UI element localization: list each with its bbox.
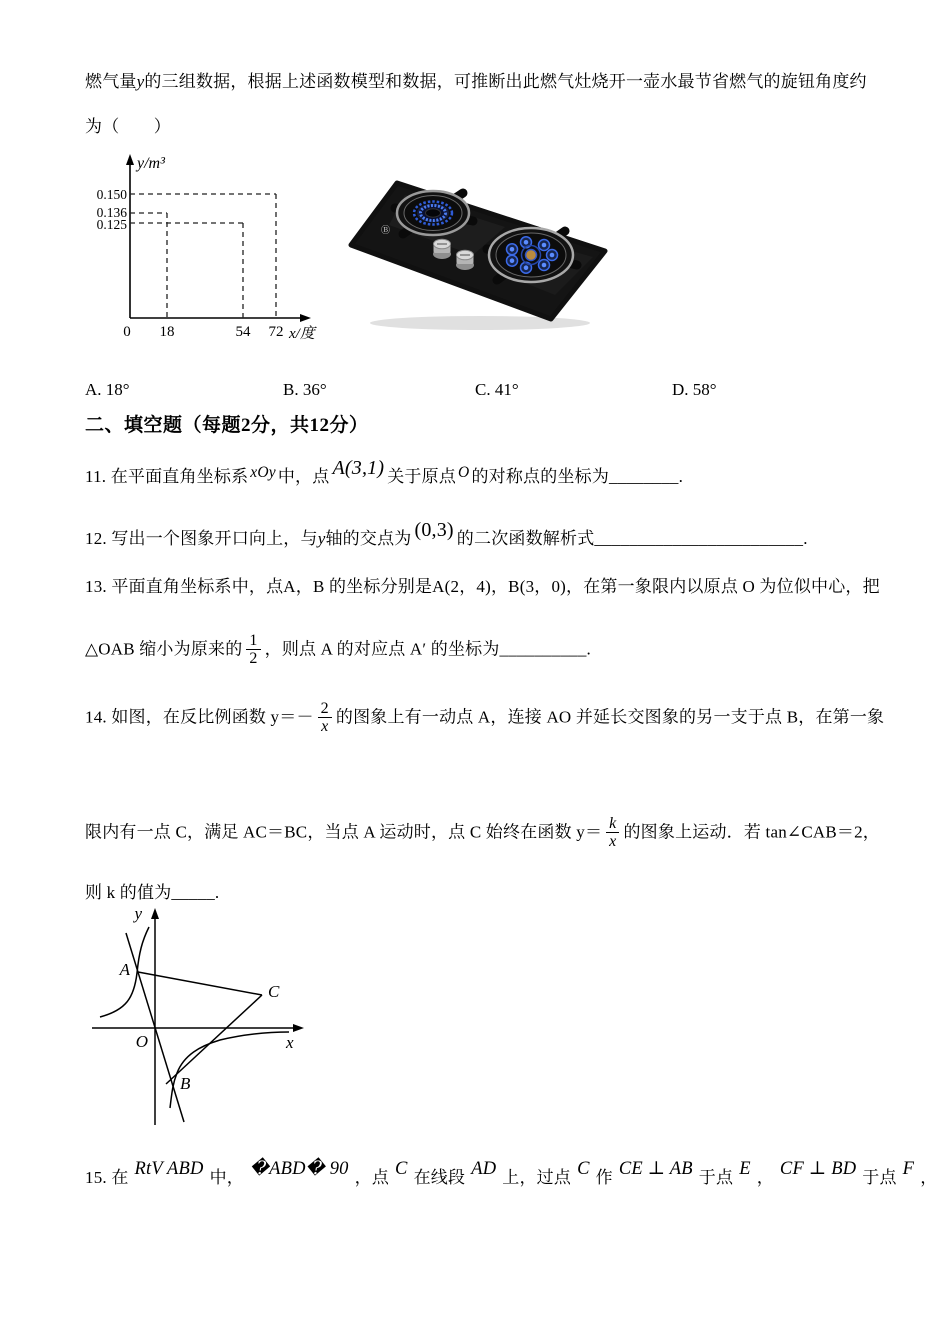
xtick-54: 54 [235, 324, 251, 340]
option-a [85, 380, 130, 400]
option-d-value: 58° [692, 380, 717, 399]
fig2-label-x: x [286, 1033, 294, 1052]
question-14-line-1 [85, 700, 884, 736]
option-c [475, 380, 519, 400]
q15-math-AD: AD [471, 1159, 497, 1179]
q14-hyperbola-figure [80, 903, 315, 1143]
intro-text-pre: 燃气量 [85, 72, 137, 91]
option-d-key: D. [672, 380, 689, 399]
q13-number: 13. [85, 577, 107, 596]
segment-CB [166, 995, 262, 1084]
question-14-line-3 [85, 878, 219, 903]
gas-consumption-graph [78, 148, 318, 348]
q11-math-A31: A(3,1) [332, 457, 385, 479]
control-knob-left [433, 239, 451, 259]
q15-math-angle-abd-90: �ABD� 90 [249, 1159, 349, 1179]
q15-text-10: ， [920, 1168, 938, 1187]
q11-number: 11. [85, 467, 107, 486]
q14-frac2-denominator: x [609, 833, 617, 851]
q15-text-8: ， [756, 1168, 774, 1187]
option-c-value: 41° [494, 380, 519, 399]
q11-text-3: 关于原点 [387, 467, 457, 486]
q15-math-E: E [739, 1159, 751, 1179]
hyperbola-branch-lower-right [170, 1032, 289, 1108]
q14-frac1-numerator: 2 [318, 700, 332, 718]
q14-text-2: 的图象上有一动点 A，连接 AO 并延长交图象的另一支于点 B，在第一象 [335, 707, 885, 727]
q15-math-rt-abd: RtV ABD [134, 1159, 204, 1179]
q12-math-03: (0,3) [414, 519, 454, 541]
q15-math-C2: C [577, 1159, 590, 1179]
xtick-18: 18 [159, 324, 175, 340]
q14-text-4: 的图象上运动．若 tan∠CAB＝2， [623, 822, 881, 842]
q14-text-3: 限内有一点 C，满足 AC＝BC，当点 A 运动时，点 C 始终在函数 y＝ [85, 822, 603, 842]
intro-answer-blank: 为（ ） [85, 117, 171, 136]
q15-text-3: ，点 [354, 1168, 390, 1187]
q12-math-y: y [317, 529, 326, 548]
gas-stove-illustration [345, 155, 615, 335]
q14-text-5: 则 k 的值为_____. [85, 883, 220, 902]
fig2-label-C: C [268, 982, 280, 1001]
q15-math-C1: C [395, 1159, 408, 1179]
y-axis-arrow-icon [126, 154, 134, 165]
q13-fraction-half [246, 632, 260, 668]
q14-fraction-kx [606, 815, 619, 851]
q14-frac2-numerator: k [606, 815, 619, 833]
section-title: 二、填空题（每题2分，共12分） [85, 415, 369, 436]
stove-shadow [370, 316, 590, 330]
intro-variable-y: y [136, 72, 145, 91]
question-14-line-2 [85, 815, 880, 851]
fig2-label-A: A [119, 960, 130, 979]
q15-text-4: 在线段 [413, 1168, 466, 1187]
xtick-72: 72 [268, 324, 284, 340]
q14-text-1: 如图，在反比例函数 y＝－ [111, 707, 314, 727]
q15-math-CE-perp-AB: CE ⊥ AB [618, 1159, 693, 1179]
question-15 [85, 1159, 938, 1189]
left-burner-cap [426, 209, 441, 217]
ytick-0150: 0.150 [96, 187, 127, 202]
q14-number: 14. [85, 707, 107, 727]
q15-text-2: 中， [209, 1168, 244, 1187]
option-b [283, 380, 327, 400]
q15-math-CF-perp-BD: CF ⊥ BD [779, 1159, 857, 1179]
option-a-key: A. [85, 380, 102, 399]
question-13-line-2 [85, 632, 591, 668]
q13-text-2: △OAB 缩小为原来的 [85, 639, 243, 659]
x-axis-label: x/度 [289, 326, 315, 342]
option-b-key: B. [283, 380, 299, 399]
q15-text-6: 作 [595, 1168, 613, 1187]
ytick-0136: 0.136 [96, 205, 127, 220]
ytick-0125: 0.125 [96, 217, 127, 232]
xtick-0: 0 [123, 324, 131, 340]
q11-text-4: 的对称点的坐标为________. [471, 467, 684, 486]
fig2-label-B: B [180, 1074, 191, 1093]
option-a-value: 18° [105, 380, 130, 399]
q14-frac1-denominator: x [321, 718, 329, 736]
fig2-label-O: O [135, 1032, 148, 1051]
right-burner-cap [526, 250, 537, 261]
q14-fraction-2x [318, 700, 332, 736]
q12-text-1: 写出一个图象开口向上，与 [111, 529, 318, 548]
option-c-key: C. [475, 380, 491, 399]
q15-text-5: 上，过点 [502, 1168, 572, 1187]
q11-text-1: 在平面直角坐标系 [110, 467, 249, 486]
q12-number: 12. [85, 529, 107, 548]
q13-frac-denominator: 2 [249, 650, 258, 668]
fig2-y-arrow-icon [151, 908, 159, 919]
q15-text-9: 于点 [862, 1168, 897, 1187]
question-12 [85, 519, 808, 550]
x-axis-arrow-icon [300, 314, 311, 322]
brand-logo-icon: Ⓑ [381, 225, 391, 235]
q11-text-2: 中，点 [277, 467, 330, 486]
y-axis-label: y/m³ [137, 155, 165, 172]
q11-math-xOy: xOy [250, 464, 276, 481]
fig2-label-y: y [134, 904, 142, 923]
q15-text-1: 在 [111, 1168, 129, 1187]
q13-text-3: ，则点 A 的对应点 A′ 的坐标为__________. [264, 639, 592, 659]
q15-number: 15. [85, 1168, 107, 1187]
q13-frac-numerator: 1 [246, 632, 260, 650]
q15-math-F: F [902, 1159, 915, 1179]
intro-line-1 [85, 67, 867, 92]
q12-text-2: 轴的交点为 [325, 529, 412, 548]
option-b-value: 36° [302, 380, 327, 399]
fig2-x-arrow-icon [293, 1024, 304, 1032]
q12-text-3: 的二次函数解析式________________________. [456, 529, 808, 548]
q11-math-O: O [458, 464, 470, 481]
segment-AC [138, 972, 262, 995]
question-13-line-1 [85, 572, 880, 597]
intro-text-rest: 的三组数据，根据上述函数模型和数据，可推断出此燃气灶烧开一壶水最节省燃气的旋钮角度约 [144, 72, 867, 91]
question-11 [85, 457, 684, 488]
control-knob-right [456, 250, 474, 270]
q13-text-1: 平面直角坐标系中，点A，B 的坐标分别是A(2，4)，B(3，0)，在第一象限内以原点 O 为位似中心，把 [111, 577, 880, 596]
q15-text-7: 于点 [698, 1168, 734, 1187]
intro-line-2 [85, 112, 171, 137]
dashed-guides [130, 194, 276, 318]
option-d [672, 380, 717, 400]
